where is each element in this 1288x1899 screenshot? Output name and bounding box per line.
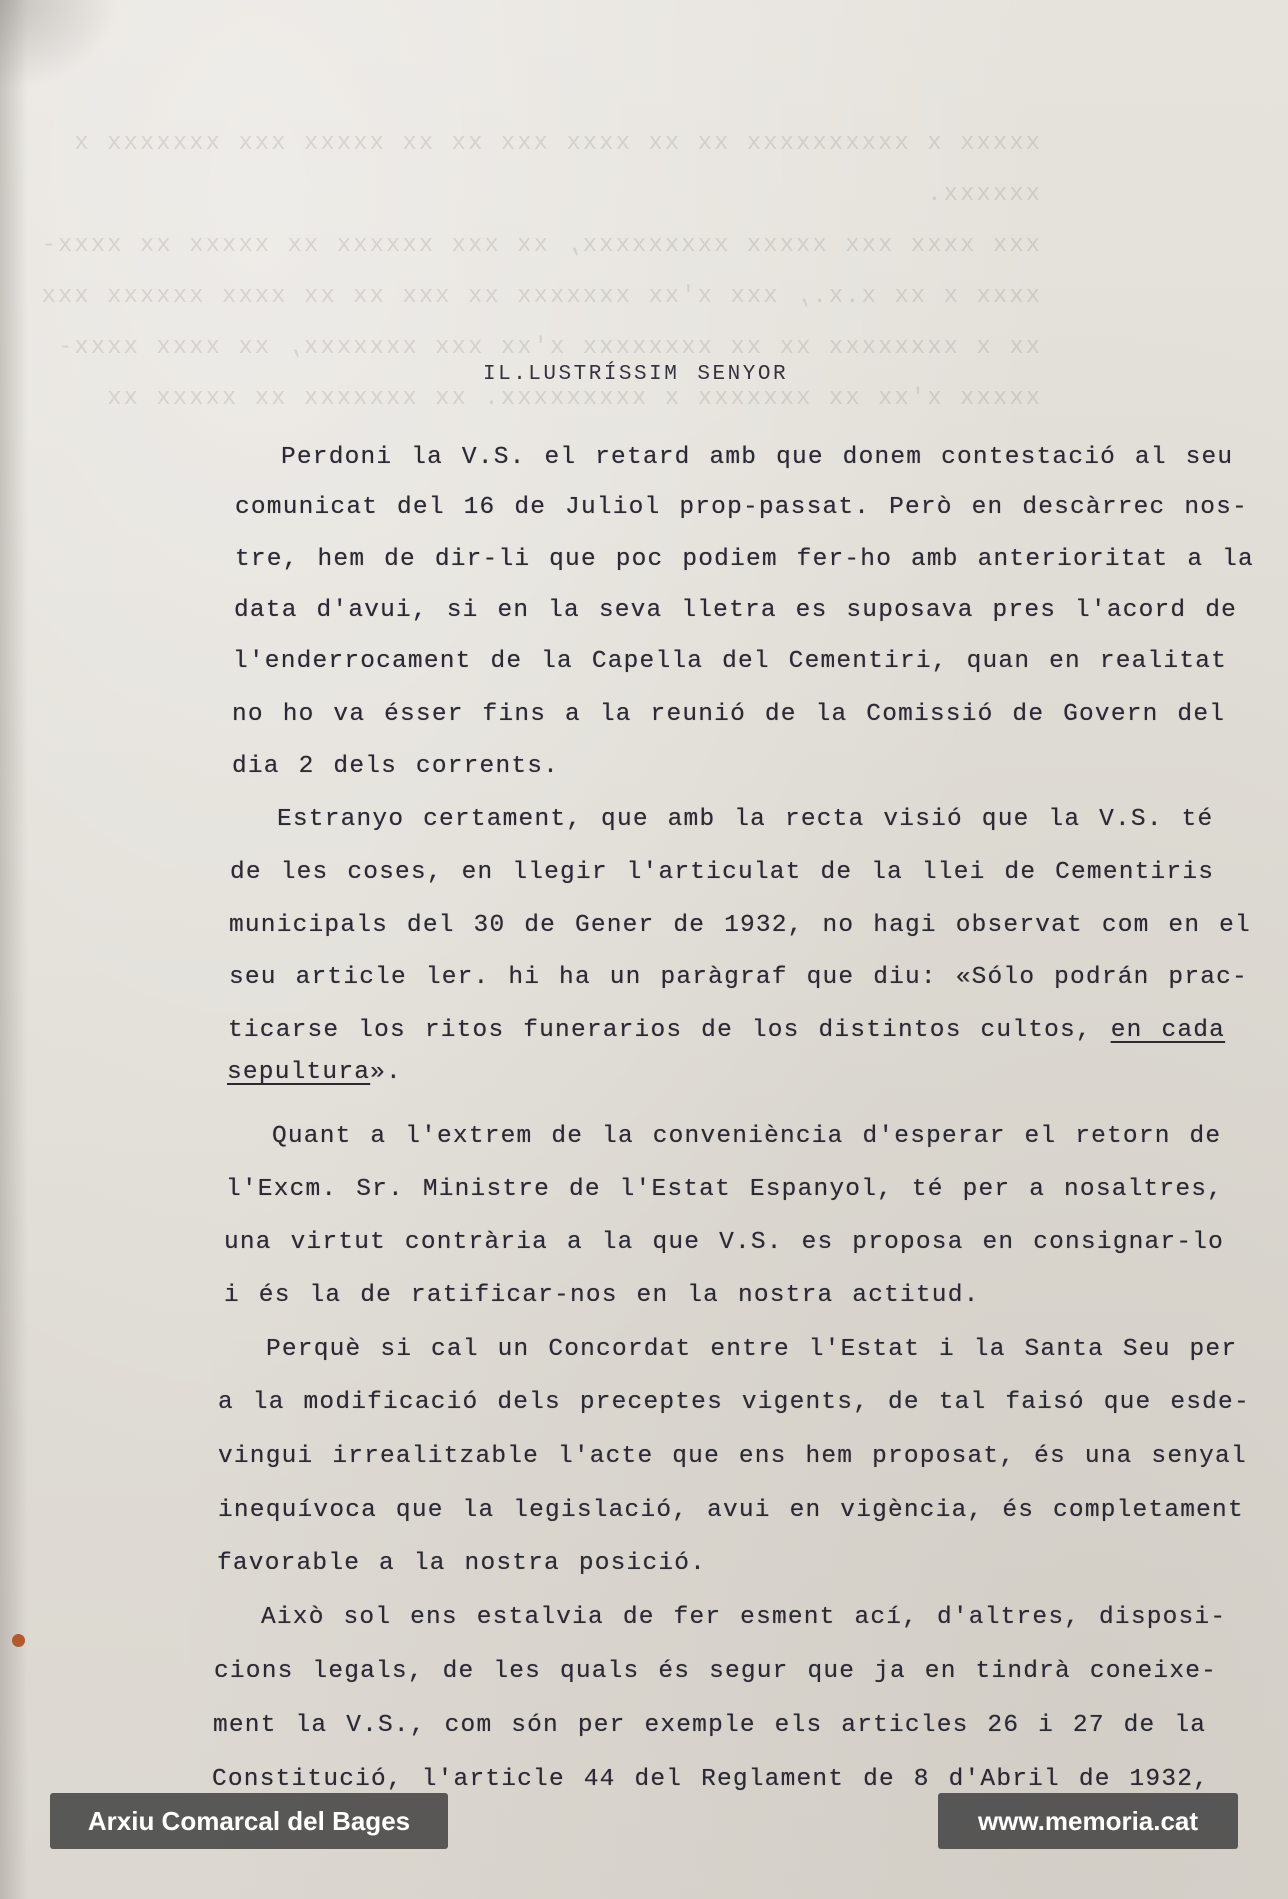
- text-line: tre, hem de dir-li que poc podiem fer-ho amb anterioritat a la: [235, 546, 1254, 573]
- text-line: l'enderrocament de la Capella del Cementiri, quan en realitat: [233, 648, 1228, 675]
- underlined-phrase: sepultura: [227, 1059, 371, 1086]
- text-line: municipals del 30 de Gener de 1932, no hagi observat com en el: [229, 912, 1251, 939]
- text-line: [228, 1017, 1225, 1044]
- text-line: una virtut contrària a la que V.S. es proposa en consignar-lo: [224, 1229, 1225, 1256]
- text-line: favorable a la nostra posició.: [217, 1550, 707, 1577]
- text-segment: ticarse los ritos funerarios de los distintos cultos,: [228, 1017, 1092, 1044]
- document-title: IL.LUSTRÍSSIM SENYOR: [483, 363, 789, 386]
- archive-watermark: Arxiu Comarcal del Bages: [50, 1793, 448, 1849]
- text-line: dia 2 dels corrents.: [232, 753, 560, 780]
- text-line: ment la V.S., com són per exemple els articles 26 i 27 de la: [213, 1712, 1207, 1739]
- text-line: l'Excm. Sr. Ministre de l'Estat Espanyol, té per a nosaltres,: [226, 1176, 1224, 1203]
- reverse-side-bleed-through: xxxxx x xxxxxxxxxx xx xx xxxx xxx xx xx xxxxx xxx xxxxxxx x xxxxxx. xxx xxxx xxx xxxxx xxxxxxxxx, xx xxx xxxxxx xx xxxxx xx xxxx- xxxx x xx x.x., xxx x'xx xxxxxxx xx xxx xx xx xxxx xxxxxx xxx xx x xxxxxxxx xx xx xxxxxxxx x'xx xxx xxxxxxx, xx xxxx xxxx- xxxxx x'xx xx xxxxxxx x xxxxxxxxx. xx xxxxxxx xx xxxxx xx: [39, 130, 1040, 412]
- text-line: comunicat del 16 de Juliol prop-passat. Però en descàrrec nos-: [235, 494, 1248, 521]
- text-line: Perdoni la V.S. el retard amb que donem contestació al seu: [281, 444, 1234, 471]
- text-line: Perquè si cal un Concordat entre l'Estat i la Santa Seu per: [266, 1336, 1238, 1363]
- rust-spot: [12, 1634, 25, 1647]
- underlined-phrase: en cada: [1110, 1017, 1226, 1044]
- text-line: Constitució, l'article 44 del Reglament de 8 d'Abril de 1932,: [212, 1766, 1210, 1793]
- text-line: inequívoca que la legislació, avui en vigència, és completament: [218, 1497, 1244, 1524]
- website-watermark: www.memoria.cat: [938, 1793, 1238, 1849]
- text-line: cions legals, de les quals és segur que ja en tindrà coneixe-: [214, 1658, 1218, 1685]
- text-line: data d'avui, si en la seva lletra es suposava pres l'acord de: [234, 597, 1238, 624]
- text-line: a la modificació dels preceptes vigents, de tal faisó que esde-: [218, 1389, 1250, 1416]
- text-line: Estranyo certament, que amb la recta visió que la V.S. té: [277, 806, 1214, 833]
- text-line: de les coses, en llegir l'articulat de la llei de Cementiris: [230, 859, 1215, 886]
- text-line: no ho va ésser fins a la reunió de la Comissió de Govern del: [232, 701, 1226, 728]
- text-line: seu article ler. hi ha un paràgraf que diu: «Sólo podrán prac-: [229, 964, 1248, 991]
- text-segment: ».: [370, 1059, 402, 1086]
- text-line: [227, 1059, 402, 1086]
- text-line: Quant a l'extrem de la conveniència d'esperar el retorn de: [272, 1123, 1222, 1150]
- text-line: Això sol ens estalvia de fer esment ací, d'altres, disposi-: [261, 1604, 1227, 1631]
- text-line: i és la de ratificar-nos en la nostra actitud.: [224, 1282, 980, 1309]
- text-line: vingui irrealitzable l'acte que ens hem proposat, és una senyal: [218, 1443, 1247, 1470]
